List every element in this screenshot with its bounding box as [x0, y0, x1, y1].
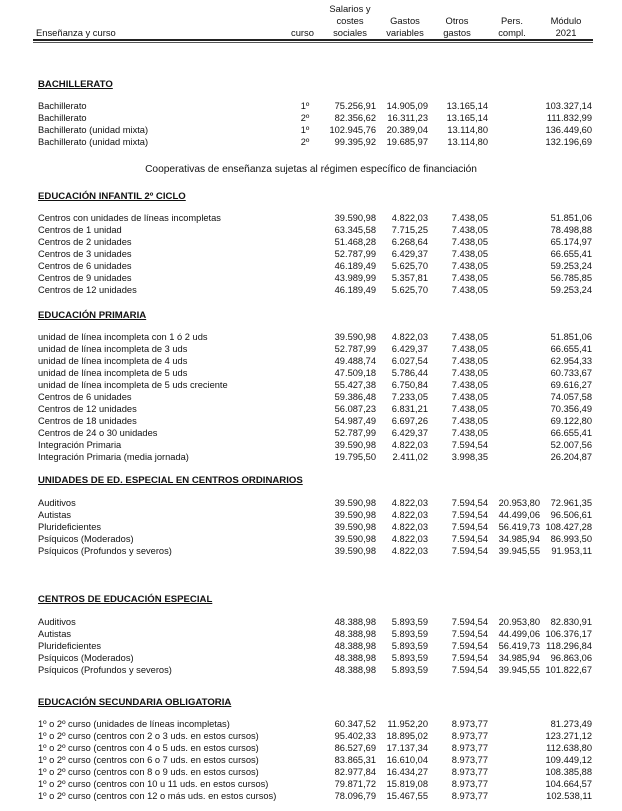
table-row [0, 403, 622, 415]
row-otros: 8.973,77 [451, 719, 488, 729]
section-title-infantil: EDUCACIÓN INFANTIL 2º CICLO [38, 191, 186, 202]
row-salarios: 95.402,33 [334, 731, 376, 741]
row-label: Centros de 24 o 30 unidades [38, 428, 158, 438]
row-otros: 8.973,77 [451, 767, 488, 777]
table-row [0, 790, 622, 802]
row-otros: 7.594,54 [451, 617, 488, 627]
row-modulo: 62.954,33 [550, 356, 592, 366]
row-salarios: 63.345,58 [334, 225, 376, 235]
row-modulo: 72.961,35 [550, 498, 592, 508]
row-modulo: 60.733,67 [550, 368, 592, 378]
row-curso: 1º [300, 125, 310, 135]
row-modulo: 69.122,80 [550, 416, 592, 426]
row-gastos: 4.822,03 [391, 332, 428, 342]
row-label: Centros de 18 unidades [38, 416, 137, 426]
row-modulo: 82.830,91 [550, 617, 592, 627]
row-modulo: 123.271,12 [545, 731, 592, 741]
row-modulo: 59.253,24 [550, 261, 592, 271]
row-modulo: 106.376,17 [545, 629, 592, 639]
row-otros: 7.438,05 [451, 249, 488, 259]
row-label: Psíquicos (Moderados) [38, 534, 134, 544]
table-row [0, 497, 622, 509]
row-otros: 7.438,05 [451, 213, 488, 223]
row-gastos: 4.822,03 [391, 213, 428, 223]
row-gastos: 5.625,70 [391, 261, 428, 271]
row-otros: 13.165,14 [446, 101, 488, 111]
table-row [0, 284, 622, 296]
row-label: Centros de 2 unidades [38, 237, 132, 247]
table-row [0, 754, 622, 766]
header-curso: curso [291, 27, 314, 38]
row-label: Centros de 9 unidades [38, 273, 132, 283]
row-label: Integración Primaria (media jornada) [38, 452, 189, 462]
row-modulo: 66.655,41 [550, 344, 592, 354]
row-modulo: 51.851,06 [550, 332, 592, 342]
row-label: 1º o 2º curso (unidades de líneas incompletas) [38, 719, 230, 729]
row-salarios: 39.590,98 [334, 498, 376, 508]
row-gastos: 5.893,59 [391, 617, 428, 627]
row-pers: 20.953,80 [498, 498, 540, 508]
row-gastos: 20.389,04 [386, 125, 428, 135]
row-curso: 2º [300, 113, 310, 123]
row-label: Centros de 12 unidades [38, 285, 137, 295]
header-otros: Otros gastos [443, 15, 471, 38]
row-modulo: 111.832,99 [546, 113, 592, 123]
row-otros: 7.438,05 [451, 237, 488, 247]
row-otros: 7.594,54 [451, 665, 488, 675]
table-row [0, 521, 622, 533]
row-salarios: 43.989,99 [334, 273, 376, 283]
row-label: Bachillerato (unidad mixta) [38, 137, 149, 147]
row-salarios: 56.087,23 [334, 404, 376, 414]
section-title-primaria: EDUCACIÓN PRIMARIA [38, 310, 147, 321]
row-salarios: 39.590,98 [334, 522, 376, 532]
row-gastos: 4.822,03 [391, 498, 428, 508]
row-modulo: 66.655,41 [550, 249, 592, 259]
row-gastos: 4.822,03 [391, 522, 428, 532]
row-modulo: 136.449,60 [545, 125, 592, 135]
row-otros: 7.438,05 [451, 368, 488, 378]
row-gastos: 7.715,25 [391, 225, 428, 235]
row-salarios: 82.356,62 [334, 113, 376, 123]
table-row [0, 415, 622, 427]
row-salarios: 52.787,99 [334, 428, 376, 438]
row-label: Centros de 1 unidad [38, 225, 122, 235]
row-label: Centros con unidades de líneas incompletas [38, 213, 221, 223]
section-title-eso: EDUCACIÓN SECUNDARIA OBLIGATORIA [38, 697, 232, 708]
table-row [0, 212, 622, 224]
row-gastos: 6.027,54 [391, 356, 428, 366]
row-otros: 3.998,35 [451, 452, 488, 462]
row-gastos: 15.819,08 [386, 779, 428, 789]
row-label: Centros de 6 unidades [38, 261, 132, 271]
table-row [0, 509, 622, 521]
row-pers: 44.499,06 [498, 510, 540, 520]
row-gastos: 6.750,84 [391, 380, 428, 390]
row-label: Bachillerato [38, 113, 87, 123]
row-label: Autistas [38, 629, 72, 639]
table-row [0, 545, 622, 557]
row-curso: 1º [300, 101, 310, 111]
row-otros: 7.594,54 [451, 653, 488, 663]
table-row [0, 367, 622, 379]
row-otros: 7.438,05 [451, 285, 488, 295]
table-row [0, 766, 622, 778]
table-row [0, 379, 622, 391]
row-label: 1º o 2º curso (centros con 6 o 7 uds. en estos cursos) [38, 755, 259, 765]
row-modulo: 101.822,67 [545, 665, 592, 675]
row-salarios: 86.527,69 [334, 743, 376, 753]
row-salarios: 46.189,49 [334, 285, 376, 295]
row-modulo: 65.174,97 [550, 237, 592, 247]
row-otros: 8.973,77 [451, 731, 488, 741]
row-salarios: 102.945,76 [329, 125, 376, 135]
row-gastos: 16.311,23 [387, 113, 428, 123]
row-gastos: 6.831,21 [391, 404, 428, 414]
row-gastos: 6.268,64 [391, 237, 428, 247]
header-gastos: Gastos variables [386, 15, 424, 38]
row-label: 1º o 2º curso (centros con 4 o 5 uds. en estos cursos) [38, 743, 259, 753]
row-label: Plurideficientes [38, 522, 102, 532]
row-otros: 7.438,05 [451, 344, 488, 354]
row-otros: 7.594,54 [451, 546, 488, 556]
row-modulo: 74.057,58 [550, 392, 592, 402]
row-modulo: 51.851,06 [550, 213, 592, 223]
row-label: 1º o 2º curso (centros con 10 u 11 uds. en estos cursos) [38, 779, 269, 789]
header-ensenanza: Enseñanza y curso [36, 27, 116, 38]
row-otros: 7.438,05 [451, 404, 488, 414]
row-salarios: 39.590,98 [334, 440, 376, 450]
table-row [0, 100, 622, 112]
row-modulo: 109.449,12 [545, 755, 592, 765]
row-label: unidad de línea incompleta de 3 uds [38, 344, 188, 354]
row-gastos: 6.697,26 [391, 416, 428, 426]
row-label: 1º o 2º curso (centros con 12 o más uds. en estos cursos) [38, 791, 277, 801]
header-rule [33, 39, 593, 41]
row-salarios: 78.096,79 [334, 791, 376, 801]
table-row [0, 224, 622, 236]
row-label: Psíquicos (Profundos y severos) [38, 665, 172, 675]
header-modulo: Módulo 2021 [550, 15, 582, 38]
row-gastos: 7.233,05 [391, 392, 428, 402]
row-gastos: 5.786,44 [391, 368, 428, 378]
row-label: Psíquicos (Moderados) [38, 653, 134, 663]
row-pers: 44.499,06 [498, 629, 540, 639]
row-gastos: 5.893,59 [391, 641, 428, 651]
row-salarios: 82.977,84 [334, 767, 376, 777]
row-salarios: 19.795,50 [334, 452, 376, 462]
row-otros: 7.438,05 [451, 332, 488, 342]
row-salarios: 47.509,18 [334, 368, 376, 378]
table-row [0, 391, 622, 403]
row-label: Auditivos [38, 617, 76, 627]
row-otros: 7.594,54 [451, 534, 488, 544]
row-otros: 7.438,05 [451, 416, 488, 426]
row-label: unidad de línea incompleta de 5 uds creciente [38, 380, 228, 390]
row-salarios: 49.488,74 [334, 356, 376, 366]
table-row [0, 451, 622, 463]
row-pers: 20.953,80 [498, 617, 540, 627]
row-modulo: 59.253,24 [550, 285, 592, 295]
row-modulo: 56.785,85 [550, 273, 592, 283]
row-gastos: 5.893,59 [391, 653, 428, 663]
row-modulo: 69.616,27 [550, 380, 592, 390]
row-salarios: 54.987,49 [334, 416, 376, 426]
row-label: unidad de línea incompleta de 5 uds [38, 368, 188, 378]
row-salarios: 79.871,72 [334, 779, 376, 789]
row-pers: 34.985,94 [498, 653, 540, 663]
table-row [0, 236, 622, 248]
row-curso: 2º [300, 137, 310, 147]
row-salarios: 39.590,98 [334, 546, 376, 556]
row-salarios: 83.865,31 [334, 755, 376, 765]
table-row [0, 331, 622, 343]
row-gastos: 17.137,34 [386, 743, 428, 753]
row-otros: 7.594,54 [451, 522, 488, 532]
row-otros: 7.594,54 [451, 510, 488, 520]
table-row [0, 355, 622, 367]
row-otros: 7.438,05 [451, 380, 488, 390]
row-salarios: 48.388,98 [334, 665, 376, 675]
row-salarios: 59.386,48 [334, 392, 376, 402]
row-otros: 13.114,80 [447, 125, 488, 135]
row-salarios: 48.388,98 [334, 641, 376, 651]
row-gastos: 4.822,03 [391, 546, 428, 556]
row-label: Bachillerato [38, 101, 87, 111]
row-gastos: 5.893,59 [391, 629, 428, 639]
row-modulo: 52.007,56 [550, 440, 592, 450]
row-salarios: 39.590,98 [334, 510, 376, 520]
row-pers: 39.945,55 [498, 665, 540, 675]
row-gastos: 6.429,37 [391, 344, 428, 354]
table-row [0, 124, 622, 136]
row-pers: 39.945,55 [498, 546, 540, 556]
section-title-centros-ed-especial: CENTROS DE EDUCACIÓN ESPECIAL [38, 594, 213, 605]
row-otros: 7.438,05 [451, 261, 488, 271]
row-otros: 7.594,54 [451, 498, 488, 508]
row-otros: 7.594,54 [451, 629, 488, 639]
row-otros: 13.165,14 [446, 113, 488, 123]
row-modulo: 66.655,41 [550, 428, 592, 438]
header-salarios: Salarios y costes sociales [329, 3, 371, 38]
row-gastos: 5.625,70 [391, 285, 428, 295]
row-modulo: 91.953,11 [551, 546, 592, 556]
row-modulo: 70.356,49 [550, 404, 592, 414]
row-modulo: 96.863,06 [550, 653, 592, 663]
row-gastos: 4.822,03 [391, 534, 428, 544]
row-label: unidad de línea incompleta con 1 ó 2 uds [38, 332, 208, 342]
table-row [0, 112, 622, 124]
row-gastos: 6.429,37 [391, 428, 428, 438]
row-label: Centros de 3 unidades [38, 249, 132, 259]
row-pers: 56.419,73 [498, 522, 540, 532]
row-salarios: 60.347,52 [334, 719, 376, 729]
row-salarios: 51.468,28 [334, 237, 376, 247]
row-modulo: 112.638,80 [546, 743, 592, 753]
row-salarios: 75.256,91 [334, 101, 376, 111]
row-salarios: 39.590,98 [334, 534, 376, 544]
row-salarios: 48.388,98 [334, 617, 376, 627]
table-row [0, 730, 622, 742]
row-gastos: 16.434,27 [386, 767, 428, 777]
row-otros: 7.438,05 [451, 392, 488, 402]
row-otros: 7.438,05 [451, 356, 488, 366]
row-modulo: 103.327,14 [545, 101, 592, 111]
row-gastos: 15.467,55 [386, 791, 428, 801]
row-salarios: 99.395,92 [334, 137, 376, 147]
table-row [0, 742, 622, 754]
row-pers: 56.419,73 [498, 641, 540, 651]
row-salarios: 52.787,99 [334, 344, 376, 354]
row-otros: 7.438,05 [451, 225, 488, 235]
row-modulo: 96.506,61 [550, 510, 592, 520]
row-salarios: 46.189,49 [334, 261, 376, 271]
header-pers: Pers. compl. [498, 15, 526, 38]
row-modulo: 26.204,87 [550, 452, 592, 462]
row-gastos: 5.357,81 [391, 273, 428, 283]
table-row [0, 778, 622, 790]
row-modulo: 102.538,11 [546, 791, 592, 801]
row-pers: 34.985,94 [498, 534, 540, 544]
row-salarios: 39.590,98 [334, 332, 376, 342]
row-gastos: 19.685,97 [386, 137, 428, 147]
section-title-unidades-ed-especial: UNIDADES DE ED. ESPECIAL EN CENTROS ORDINARIOS [38, 475, 303, 486]
row-modulo: 86.993,50 [550, 534, 592, 544]
row-modulo: 104.664,57 [545, 779, 592, 789]
row-label: 1º o 2º curso (centros con 8 o 9 uds. en estos cursos) [38, 767, 259, 777]
row-modulo: 118.296,84 [546, 641, 592, 651]
table-row [0, 248, 622, 260]
row-modulo: 81.273,49 [550, 719, 592, 729]
row-otros: 8.973,77 [451, 791, 488, 801]
table-row [0, 439, 622, 451]
row-modulo: 78.498,88 [550, 225, 592, 235]
row-gastos: 4.822,03 [391, 440, 428, 450]
row-gastos: 2.411,02 [392, 452, 428, 462]
row-modulo: 108.427,28 [545, 522, 592, 532]
row-otros: 8.973,77 [451, 779, 488, 789]
table-row [0, 533, 622, 545]
row-gastos: 16.610,04 [386, 755, 428, 765]
table-row [0, 652, 622, 664]
row-label: Auditivos [38, 498, 76, 508]
section-title-bachillerato: BACHILLERATO [38, 79, 113, 90]
table-row [0, 272, 622, 284]
row-otros: 7.438,05 [451, 428, 488, 438]
table-row [0, 260, 622, 272]
header-rule-secondary [33, 42, 593, 43]
row-otros: 8.973,77 [451, 743, 488, 753]
table-row [0, 427, 622, 439]
row-salarios: 48.388,98 [334, 653, 376, 663]
row-label: unidad de línea incompleta de 4 uds [38, 356, 188, 366]
row-modulo: 108.385,88 [545, 767, 592, 777]
row-label: Centros de 6 unidades [38, 392, 132, 402]
row-modulo: 132.196,69 [545, 137, 592, 147]
row-gastos: 14.905,09 [386, 101, 428, 111]
row-otros: 7.438,05 [451, 273, 488, 283]
table-row [0, 616, 622, 628]
cooperativas-heading: Cooperativas de enseñanza sujetas al régimen específico de financiación [145, 164, 477, 175]
table-row [0, 136, 622, 148]
table-row [0, 664, 622, 676]
row-otros: 13.114,80 [447, 137, 488, 147]
row-otros: 7.594,54 [451, 641, 488, 651]
table-row [0, 343, 622, 355]
row-label: Plurideficientes [38, 641, 102, 651]
table-row [0, 640, 622, 652]
table-row [0, 628, 622, 640]
row-gastos: 6.429,37 [391, 249, 428, 259]
row-salarios: 52.787,99 [334, 249, 376, 259]
table-row [0, 718, 622, 730]
row-label: 1º o 2º curso (centros con 2 o 3 uds. en estos cursos) [38, 731, 259, 741]
row-salarios: 55.427,38 [334, 380, 376, 390]
row-salarios: 48.388,98 [334, 629, 376, 639]
row-gastos: 4.822,03 [391, 510, 428, 520]
row-label: Centros de 12 unidades [38, 404, 137, 414]
row-gastos: 5.893,59 [391, 665, 428, 675]
row-gastos: 18.895,02 [386, 731, 428, 741]
row-label: Psíquicos (Profundos y severos) [38, 546, 172, 556]
row-salarios: 39.590,98 [334, 213, 376, 223]
row-label: Autistas [38, 510, 72, 520]
row-otros: 7.594,54 [451, 440, 488, 450]
row-label: Bachillerato (unidad mixta) [38, 125, 149, 135]
row-gastos: 11.952,20 [387, 719, 428, 729]
row-label: Integración Primaria [38, 440, 122, 450]
row-otros: 8.973,77 [451, 755, 488, 765]
